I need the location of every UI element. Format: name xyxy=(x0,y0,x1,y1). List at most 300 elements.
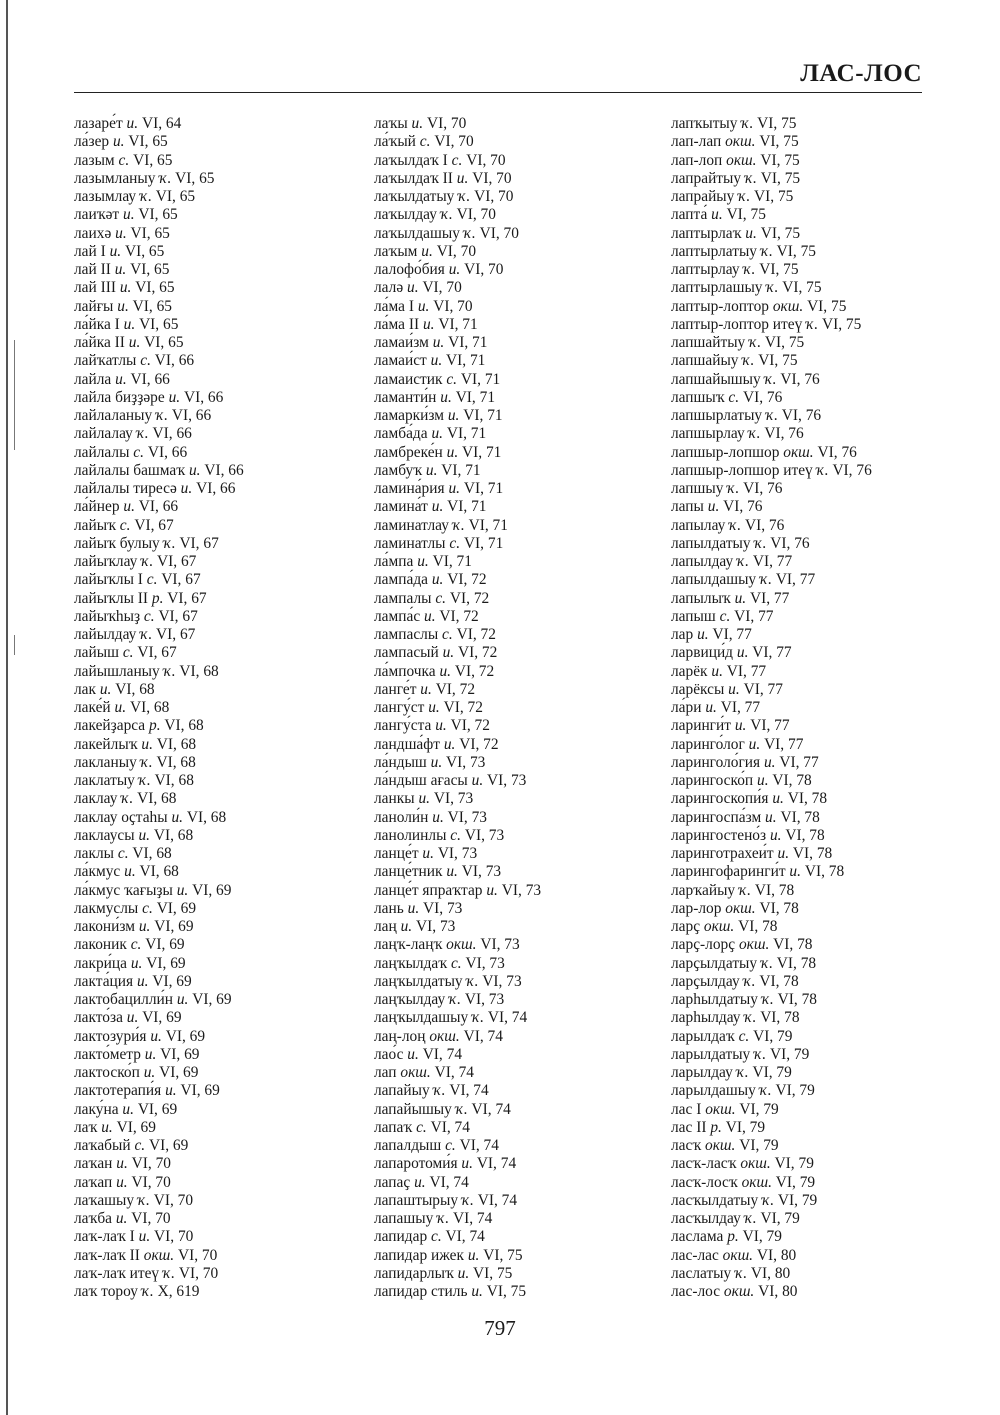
index-entry xyxy=(374,973,671,991)
index-entry xyxy=(74,480,374,498)
entry-volume-page: VI, 75 xyxy=(764,334,805,351)
entry-headword: лай I xyxy=(74,242,106,260)
index-entry xyxy=(74,316,374,334)
entry-headword: ла́йнер xyxy=(74,498,120,516)
entry-volume-page: VI, 66 xyxy=(138,498,179,516)
entry-part-of-speech: и. xyxy=(150,1027,162,1045)
entry-part-of-speech: окш. xyxy=(723,1283,755,1300)
entry-volume-page: VI, 66 xyxy=(130,370,170,388)
entry-part-of-speech: и. xyxy=(448,261,461,278)
entry-part-of-speech: и. xyxy=(442,644,455,662)
entry-part-of-speech: и. xyxy=(136,972,149,990)
entry-part-of-speech: и. xyxy=(116,1155,128,1173)
entry-headword: лао́с xyxy=(374,1045,404,1063)
index-entry xyxy=(374,152,671,170)
entry-headword: ламба́да xyxy=(374,425,428,443)
entry-part-of-speech: с. xyxy=(134,1137,146,1154)
entry-part-of-speech: ҡ. xyxy=(163,662,176,680)
index-entry xyxy=(671,1210,934,1228)
index-entry xyxy=(671,845,934,863)
entry-part-of-speech: ҡ. xyxy=(139,188,152,205)
index-entry xyxy=(74,1155,374,1173)
entry-part-of-speech: ҡ. xyxy=(759,571,772,589)
entry-volume-page: VI, 74 xyxy=(452,1210,493,1227)
index-entry xyxy=(671,1046,934,1064)
index-entry xyxy=(374,1247,671,1265)
entry-headword: лаңҡылдатыу xyxy=(374,972,463,990)
entry-part-of-speech: и. xyxy=(143,1064,156,1081)
entry-part-of-speech: и. xyxy=(748,735,761,753)
index-entry xyxy=(74,1119,374,1137)
entry-volume-page: VI, 72 xyxy=(459,735,499,753)
entry-volume-page: VI, 75 xyxy=(726,206,766,224)
index-entry xyxy=(374,626,671,644)
entry-headword: лань xyxy=(374,899,404,917)
entry-headword: ландша́фт xyxy=(374,735,440,753)
index-entry xyxy=(74,1009,374,1027)
index-entry xyxy=(671,1101,934,1119)
entry-part-of-speech: с. xyxy=(119,516,131,534)
index-entry xyxy=(74,644,374,662)
index-entry xyxy=(374,188,671,206)
entry-headword: лаптырлашыу xyxy=(671,279,763,297)
index-entry xyxy=(374,681,671,699)
entry-part-of-speech: и. xyxy=(119,279,132,297)
index-entry xyxy=(74,1028,374,1046)
entry-headword: лапшайыу xyxy=(671,352,739,370)
entry-headword: ла́мпа xyxy=(374,553,414,570)
index-entry xyxy=(374,845,671,863)
entry-headword: лалә xyxy=(374,279,404,297)
index-entry xyxy=(671,389,934,407)
entry-volume-page: VI, 71 xyxy=(462,443,502,461)
entry-headword: лайыҡ xyxy=(74,516,116,534)
entry-headword: ла́ҡый xyxy=(374,133,416,151)
entry-volume-page: VI, 77 xyxy=(720,699,761,716)
entry-headword: ла́ндыш ағасы xyxy=(374,772,468,789)
entry-part-of-speech: и. xyxy=(745,224,757,242)
entry-headword: лапаротоми́я xyxy=(374,1155,458,1173)
page-number: 797 xyxy=(484,1316,516,1340)
entry-headword: лаңҡылдаҡ xyxy=(374,954,448,972)
entry-headword: лаҡым xyxy=(374,242,418,260)
entry-part-of-speech: ҡ. xyxy=(744,1210,757,1227)
entry-volume-page: VI, 68 xyxy=(186,808,227,826)
index-entry xyxy=(671,936,934,954)
entry-headword: ламина́т xyxy=(374,498,428,516)
entry-volume-page: VI, 75 xyxy=(757,115,797,132)
entry-volume-page: VI, 69 xyxy=(137,1100,178,1118)
entry-headword: лакейлыҡ xyxy=(74,735,138,753)
entry-volume-page: VI, 75 xyxy=(754,188,794,205)
entry-part-of-speech: ҡ. xyxy=(754,1045,767,1063)
index-entry xyxy=(74,845,374,863)
entry-part-of-speech: и. xyxy=(123,498,135,516)
entry-part-of-speech: и. xyxy=(486,881,498,899)
index-entry xyxy=(374,444,671,462)
index-entry xyxy=(374,389,671,407)
entry-volume-page: VI, 68 xyxy=(137,790,177,808)
entry-volume-page: VI, 74 xyxy=(422,1045,463,1063)
index-entry xyxy=(671,517,934,535)
entry-part-of-speech: ҡ. xyxy=(748,425,761,443)
index-entry xyxy=(374,863,671,881)
entry-part-of-speech: и. xyxy=(430,753,443,771)
entry-headword: лаҡылдаҡ I xyxy=(374,151,448,169)
entry-volume-page: VI, 67 xyxy=(158,607,198,625)
entry-headword: лап xyxy=(374,1064,397,1081)
entry-part-of-speech: и. xyxy=(414,1173,426,1191)
entry-volume-page: VI, 69 xyxy=(180,1082,220,1100)
entry-headword: ларингостено́з xyxy=(671,826,767,844)
entry-part-of-speech: и. xyxy=(772,790,784,808)
index-entry xyxy=(74,261,374,279)
entry-part-of-speech: и. xyxy=(431,498,444,516)
index-entry xyxy=(671,626,934,644)
index-entry xyxy=(74,772,374,790)
entry-part-of-speech: ҡ. xyxy=(141,1283,154,1300)
entry-volume-page: VI, 70 xyxy=(456,206,496,224)
entry-headword: ла́ма II xyxy=(374,315,420,333)
index-entry xyxy=(374,827,671,845)
entry-part-of-speech: и. xyxy=(757,772,769,789)
entry-volume-page: VI, 78 xyxy=(780,808,820,826)
index-entry xyxy=(74,809,374,827)
entry-volume-page: X, 619 xyxy=(157,1283,200,1300)
entry-headword: ласҡ-лосҡ xyxy=(671,1173,738,1191)
index-entry xyxy=(74,371,374,389)
entry-headword: лас II xyxy=(671,1118,707,1136)
entry-part-of-speech: ҡ. xyxy=(729,516,742,534)
entry-volume-page: VI, 67 xyxy=(161,571,201,589)
entry-part-of-speech: и. xyxy=(176,881,189,899)
index-entry xyxy=(74,626,374,644)
index-column-2 xyxy=(374,115,671,1301)
entry-part-of-speech: окш. xyxy=(738,936,770,954)
entry-part-of-speech: ҡ. xyxy=(121,790,134,808)
entry-headword: лапта́ xyxy=(671,206,708,224)
index-entry xyxy=(374,334,671,352)
index-entry xyxy=(74,1228,374,1246)
index-entry xyxy=(374,407,671,425)
entry-headword: лапалдыш xyxy=(374,1137,442,1154)
index-entry xyxy=(374,1174,671,1192)
entry-part-of-speech: окш. xyxy=(705,1100,736,1118)
entry-volume-page: VI, 77 xyxy=(752,644,792,662)
entry-volume-page: VI, 68 xyxy=(156,735,197,753)
entry-headword: лапайыу xyxy=(374,1082,430,1100)
index-entry xyxy=(374,115,671,133)
entry-headword: лаклау оҫтаһы xyxy=(74,808,168,826)
entry-volume-page: VI, 75 xyxy=(782,279,822,297)
entry-volume-page: VI, 73 xyxy=(433,790,474,808)
entry-part-of-speech: и. xyxy=(430,352,443,370)
entry-headword: лапаҫ xyxy=(374,1173,411,1191)
entry-volume-page: VI, 79 xyxy=(774,1155,814,1173)
entry-part-of-speech: и. xyxy=(443,735,456,753)
entry-volume-page: VI, 74 xyxy=(471,1100,511,1118)
entry-headword: лаҡ-лаҡ итеү xyxy=(74,1264,160,1282)
entry-headword: лаконик xyxy=(74,936,127,954)
entry-headword: ларингоспа́зм xyxy=(671,808,762,826)
index-entry xyxy=(74,590,374,608)
index-entry xyxy=(74,736,374,754)
index-entry xyxy=(671,736,934,754)
entry-part-of-speech: и. xyxy=(115,224,127,242)
index-entry xyxy=(671,133,934,151)
entry-part-of-speech: с. xyxy=(140,352,151,370)
index-entry xyxy=(374,918,671,936)
entry-headword: лаҡылдау xyxy=(374,206,437,224)
index-entry xyxy=(74,1192,374,1210)
entry-volume-page: VI, 65 xyxy=(135,279,175,297)
index-entry xyxy=(74,298,374,316)
entry-part-of-speech: и. xyxy=(128,334,141,351)
entry-headword: лапрайтыу xyxy=(671,169,742,187)
entry-headword: лайлалы тиресә xyxy=(74,480,177,497)
entry-part-of-speech: ҡ. xyxy=(472,1009,484,1027)
entry-volume-page: VI, 74 xyxy=(459,1137,499,1154)
entry-volume-page: VI, 69 xyxy=(159,1064,199,1081)
entry-headword: лапылдау xyxy=(671,553,734,570)
index-entry xyxy=(74,754,374,772)
index-entry xyxy=(374,754,671,772)
entry-volume-page: VI, 70 xyxy=(472,169,512,187)
entry-volume-page: VI, 71 xyxy=(468,516,508,534)
entry-headword: ласҡылдатыу xyxy=(671,1191,759,1209)
entry-part-of-speech: с. xyxy=(445,1137,456,1154)
entry-part-of-speech: окш. xyxy=(725,899,756,917)
entry-volume-page: VI, 66 xyxy=(154,352,195,370)
entry-headword: лазым xyxy=(74,151,115,169)
entry-headword: ларҫ xyxy=(671,918,701,935)
entry-volume-page: VI, 77 xyxy=(712,626,752,643)
entry-part-of-speech: с. xyxy=(719,607,731,625)
entry-part-of-speech: с. xyxy=(450,826,461,844)
entry-part-of-speech: с. xyxy=(446,370,458,388)
entry-volume-page: VI, 79 xyxy=(739,1137,779,1154)
entry-part-of-speech: и. xyxy=(736,644,749,662)
entry-headword: лайыш xyxy=(74,644,119,662)
entry-volume-page: VI, 65 xyxy=(175,169,215,187)
entry-headword: лаҡылдатыу xyxy=(374,188,455,205)
entry-part-of-speech: ҡ. xyxy=(741,115,754,132)
entry-part-of-speech: и. xyxy=(431,425,443,443)
entry-part-of-speech: с. xyxy=(450,954,462,972)
entry-headword: лайҡатлы xyxy=(74,352,137,370)
entry-volume-page: VI, 67 xyxy=(167,589,207,607)
entry-part-of-speech: ҡ. xyxy=(455,1100,468,1118)
index-entry xyxy=(671,608,934,626)
index-entry xyxy=(74,882,374,900)
entry-headword: ламаи́ст xyxy=(374,352,427,370)
entry-part-of-speech: ҡ. xyxy=(761,991,774,1008)
entry-headword: лайлалау xyxy=(74,425,133,443)
index-entry xyxy=(374,1028,671,1046)
index-entry xyxy=(74,425,374,443)
index-entry xyxy=(374,371,671,389)
entry-volume-page: VI, 76 xyxy=(723,498,763,516)
entry-headword: ларылдашыу xyxy=(671,1082,756,1100)
entry-volume-page: VI, 65 xyxy=(144,334,184,351)
index-entry xyxy=(671,170,934,188)
entry-part-of-speech: с. xyxy=(122,644,134,662)
entry-part-of-speech: с. xyxy=(142,899,153,917)
entry-headword: ларинго́лог xyxy=(671,735,745,753)
entry-volume-page: VI, 71 xyxy=(447,498,487,516)
index-entry xyxy=(671,298,934,316)
entry-volume-page: VI, 74 xyxy=(477,1191,518,1209)
entry-headword: лаптыр-лоптор xyxy=(671,297,769,315)
entry-headword: лаҡашыу xyxy=(74,1191,135,1209)
entry-volume-page: VI, 73 xyxy=(501,881,542,899)
entry-headword: ларингофаринги́т xyxy=(671,863,786,881)
entry-volume-page: VI, 77 xyxy=(764,735,804,753)
entry-volume-page: VI, 71 xyxy=(460,370,501,388)
entry-headword: лалофо́бия xyxy=(374,261,445,278)
entry-headword: лапшыҡ xyxy=(671,388,725,406)
entry-headword: лактозури́я xyxy=(74,1027,147,1045)
index-entry xyxy=(671,1137,934,1155)
index-entry xyxy=(671,955,934,973)
entry-headword: лаптырлаҡ xyxy=(671,224,742,242)
entry-volume-page: VI, 70 xyxy=(464,261,504,278)
index-entry xyxy=(374,298,671,316)
entry-part-of-speech: с. xyxy=(416,1118,427,1136)
entry-volume-page: VI, 71 xyxy=(438,315,478,333)
entry-headword: ларҫ-лорҫ xyxy=(671,936,736,954)
index-entry xyxy=(74,279,374,297)
entry-volume-page: VI, 79 xyxy=(775,1082,815,1100)
entry-volume-page: VI, 70 xyxy=(422,279,462,297)
entry-volume-page: VI, 69 xyxy=(160,1045,200,1063)
entry-volume-page: VI, 78 xyxy=(804,863,845,881)
index-entry xyxy=(671,444,934,462)
entry-part-of-speech: и. xyxy=(126,1009,139,1027)
entry-volume-page: VI, 76 xyxy=(764,425,804,443)
entry-headword: лакони́зм xyxy=(74,918,135,935)
entry-part-of-speech: с. xyxy=(449,534,461,552)
entry-headword: лайлалы xyxy=(74,443,130,461)
binding-margin-rule xyxy=(6,0,8,1415)
index-entry xyxy=(74,352,374,370)
entry-headword: ланкы xyxy=(374,790,415,808)
entry-part-of-speech: и. xyxy=(115,370,127,388)
entry-part-of-speech: с. xyxy=(419,133,431,151)
entry-part-of-speech: и. xyxy=(432,334,445,351)
entry-part-of-speech: окш. xyxy=(703,918,735,935)
entry-headword: лаптырлатыу xyxy=(671,242,757,260)
index-entry xyxy=(74,334,374,352)
entry-volume-page: VI, 69 xyxy=(156,899,197,917)
entry-volume-page: VI, 70 xyxy=(426,115,467,132)
entry-headword: лазымланыу xyxy=(74,169,156,187)
entry-part-of-speech: и. xyxy=(711,662,723,680)
entry-volume-page: VI, 78 xyxy=(785,826,825,844)
entry-part-of-speech: ҡ. xyxy=(136,425,149,443)
index-entry xyxy=(74,1283,374,1301)
entry-headword: лакта́ция xyxy=(74,972,134,990)
index-entry xyxy=(374,279,671,297)
entry-volume-page: VI, 70 xyxy=(479,224,519,242)
index-entry xyxy=(374,243,671,261)
entry-headword: лаҡан xyxy=(74,1155,113,1173)
entry-part-of-speech: и. xyxy=(168,388,181,406)
entry-part-of-speech: и. xyxy=(763,753,776,771)
entry-headword: лап-лап xyxy=(671,133,722,151)
index-entry xyxy=(74,498,374,516)
entry-headword: лайла xyxy=(74,370,112,388)
entry-headword: ласҡ-ласҡ xyxy=(671,1155,737,1173)
entry-headword: лактотерапи́я xyxy=(74,1082,162,1100)
index-entry xyxy=(374,1046,671,1064)
entry-headword: лангу́ста xyxy=(374,717,432,735)
margin-tick-mark xyxy=(14,635,15,655)
entry-volume-page: VI, 71 xyxy=(448,334,488,351)
entry-headword: лакейҙарса xyxy=(74,717,146,735)
entry-headword: лапшайтыу xyxy=(671,334,746,351)
entry-volume-page: VI, 75 xyxy=(758,352,798,370)
index-entry xyxy=(374,535,671,553)
entry-headword: лайыҡлы I xyxy=(74,571,143,589)
entry-headword: лаптырлау xyxy=(671,261,740,278)
entry-headword: ла́мпочка xyxy=(374,662,436,680)
index-entry xyxy=(671,1283,934,1301)
entry-headword: лакланыу xyxy=(74,753,137,771)
entry-headword: ларылдау xyxy=(671,1064,733,1081)
entry-headword: лаҡ-лаҡ II xyxy=(74,1246,140,1264)
entry-headword: лас-лос xyxy=(671,1283,721,1300)
entry-volume-page: VI, 65 xyxy=(130,224,170,242)
index-entry xyxy=(374,699,671,717)
entry-volume-page: VI, 75 xyxy=(807,297,847,315)
entry-headword: лар xyxy=(671,626,694,643)
index-entry xyxy=(671,535,934,553)
entry-volume-page: VI, 69 xyxy=(154,918,194,935)
entry-part-of-speech: ҡ. xyxy=(760,242,773,260)
entry-volume-page: VI, 73 xyxy=(482,972,522,990)
entry-part-of-speech: и. xyxy=(112,133,125,151)
entry-part-of-speech: и. xyxy=(411,115,424,132)
entry-headword: лайыҡһыҙ xyxy=(74,607,141,625)
entry-volume-page: VI, 70 xyxy=(433,297,473,315)
index-entry xyxy=(374,1155,671,1173)
entry-volume-page: VI, 66 xyxy=(183,388,224,406)
entry-headword: лаиҡәт xyxy=(74,206,120,224)
entry-volume-page: VI, 70 xyxy=(436,242,477,260)
entry-part-of-speech: и. xyxy=(432,808,444,826)
index-entry xyxy=(374,170,671,188)
entry-part-of-speech: с. xyxy=(728,388,740,406)
entry-headword: лакмуслы xyxy=(74,899,139,917)
entry-headword: лаң-лоң xyxy=(374,1027,426,1045)
index-entry xyxy=(671,1247,934,1265)
entry-part-of-speech: ҡ. xyxy=(466,972,479,990)
entry-volume-page: VI, 77 xyxy=(743,680,783,698)
entry-headword: лапшырлатыу xyxy=(671,407,763,424)
index-entry xyxy=(374,462,671,480)
entry-volume-page: VI, 71 xyxy=(446,352,486,370)
entry-volume-page: VI, 77 xyxy=(726,662,767,680)
entry-volume-page: VI, 78 xyxy=(738,918,778,935)
index-entry xyxy=(74,1137,374,1155)
entry-headword: лайыҡлы II xyxy=(74,589,149,607)
index-entry xyxy=(74,1174,374,1192)
entry-part-of-speech: окш. xyxy=(446,936,477,954)
index-entry xyxy=(374,900,671,918)
entry-part-of-speech: и. xyxy=(180,480,193,497)
entry-part-of-speech: ҡ. xyxy=(140,753,153,771)
